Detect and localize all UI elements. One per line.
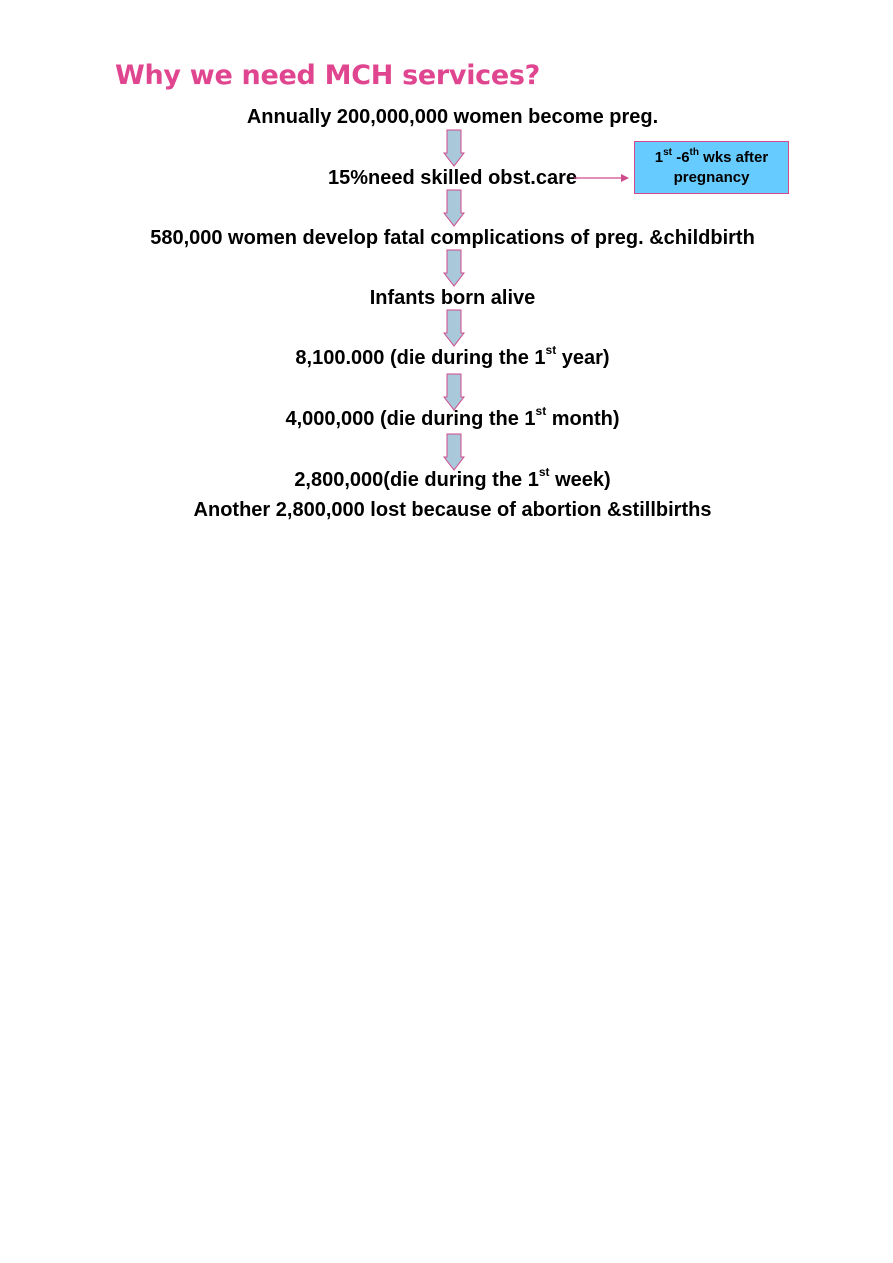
flow-step-text: Annually 200,000,000 women become preg. — [246, 106, 659, 128]
page-title: Why we need MCH services? — [115, 60, 541, 91]
flow-step-abortion-stillbirths — [0, 498, 893, 522]
right-arrow-icon — [574, 170, 630, 186]
flow-step-text: 15%need skilled obst.care — [327, 167, 577, 189]
down-arrow-icon — [443, 433, 465, 471]
callout-text: 1st -6th wks after pregnancy — [654, 146, 769, 186]
down-arrow-icon — [443, 309, 465, 347]
down-arrow-icon — [443, 373, 465, 411]
flow-step-first-year-deaths: 8,100.000 (die during the 1st year) — [295, 343, 610, 369]
flow-step-fatal-complications — [0, 226, 893, 250]
flow-step-annual-pregnancies — [0, 105, 893, 129]
down-arrow-icon — [443, 129, 465, 167]
down-arrow-icon — [443, 189, 465, 227]
flow-step-first-week-deaths: 2,800,000(die during the 1st week) — [294, 465, 611, 491]
flow-step-text: Infants born alive — [369, 287, 536, 309]
flow-step-text: Another 2,800,000 lost because of abortion &stillbirths — [193, 499, 712, 521]
flow-step-first-month-deaths: 4,000,000 (die during the 1st month) — [285, 404, 620, 430]
postpartum-period-callout — [634, 141, 789, 194]
flow-step-text: 580,000 women develop fatal complications of preg. &childbirth — [150, 227, 755, 249]
down-arrow-icon — [443, 249, 465, 287]
flow-step-infants-born-alive — [0, 286, 893, 310]
